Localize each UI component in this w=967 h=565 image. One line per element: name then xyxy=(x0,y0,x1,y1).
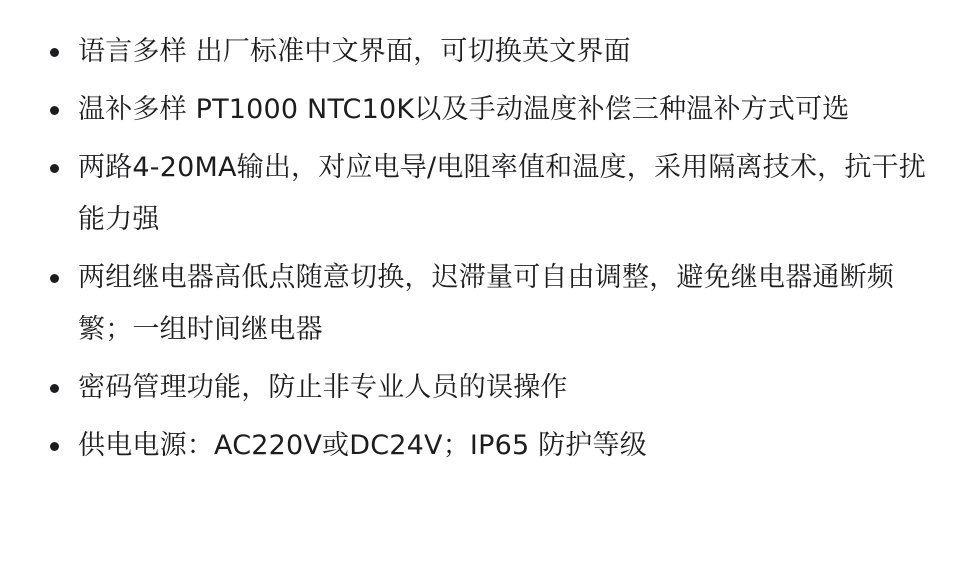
list-item xyxy=(30,362,927,414)
feature-list xyxy=(30,26,927,472)
list-item xyxy=(30,26,927,78)
list-item-text: 密码管理功能，防止非专业人员的误操作 xyxy=(78,372,568,403)
list-item xyxy=(30,142,927,246)
list-item xyxy=(30,420,927,472)
bullet-icon xyxy=(50,106,59,115)
list-item-text: 温补多样 PT1000 NTC10K以及手动温度补偿三种温补方式可选 xyxy=(78,94,850,125)
bullet-icon xyxy=(50,274,59,283)
bullet-icon xyxy=(50,384,59,393)
list-item-text: 两路4-20MA输出，对应电导/电阻率值和温度，采用隔离技术，抗干扰能力强 xyxy=(78,152,926,235)
list-item-text: 供电电源：AC220V或DC24V；IP65 防护等级 xyxy=(78,430,647,461)
list-item xyxy=(30,84,927,136)
bullet-icon xyxy=(50,442,59,451)
bullet-icon xyxy=(50,164,59,173)
list-item-text: 两组继电器高低点随意切换，迟滞量可自由调整，避免继电器通断频繁；一组时间继电器 xyxy=(78,262,894,345)
bullet-icon xyxy=(50,48,59,57)
list-item-text: 语言多样 出厂标准中文界面，可切换英文界面 xyxy=(78,36,631,67)
list-item xyxy=(30,252,927,356)
